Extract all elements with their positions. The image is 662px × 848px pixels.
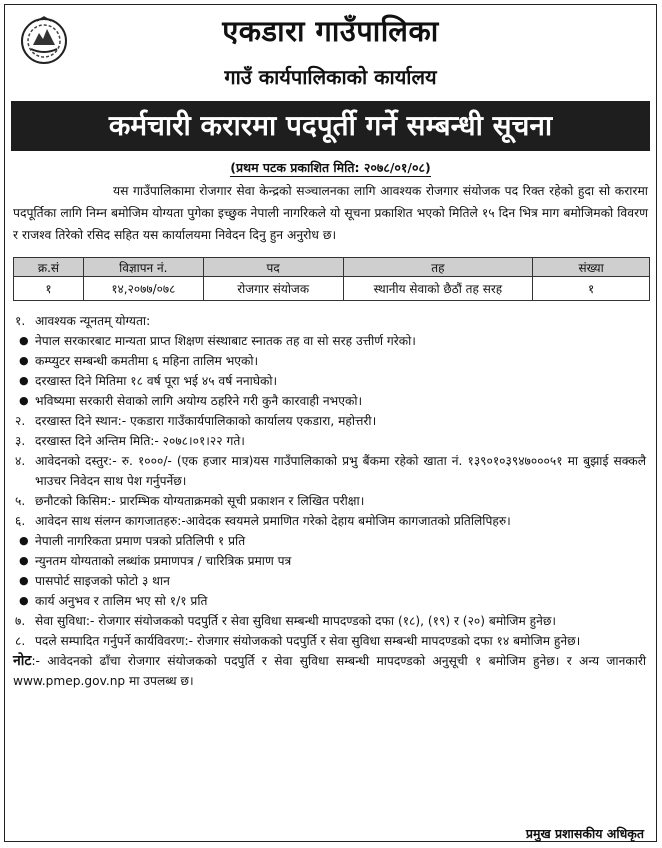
list-item: ६. आवेदन साथ संलग्न कागजातहरु:-आवेदक स्वयमले प्रमाणित गरेको देहाय बमोजिम कागजातको प्रतिलिपिहरु। <box>15 514 511 528</box>
list-item: ● नेपाल सरकारबाट मान्यता प्राप्त शिक्षण संस्थाबाट स्नातक तह वा सो सरह उत्तीर्ण गरेको। <box>13 331 646 351</box>
bullet-icon: ● <box>19 574 29 587</box>
list-item: ● कम्प्युटर सम्बन्धी कमतीमा ६ महिना तालिम भएको। <box>13 351 646 371</box>
list-item: ● न्युनतम योग्यताको लब्धांक प्रमाणपत्र / चारित्रिक प्रमाण पत्र <box>13 551 646 571</box>
col-header-ad-no: विज्ञापन नं. <box>83 258 203 277</box>
bullet-icon: ● <box>19 354 29 367</box>
cell-count: १ <box>533 277 650 301</box>
bullet-icon: ● <box>19 394 29 407</box>
intro-paragraph: यस गाउँपालिकामा रोजगार सेवा केन्द्रको सञ्चालनका लागि आवश्यक रोजगार संयोजक पद रिक्त रहेको हुदा सो करारमा पदपूर्तिका लागि निम्न बमोजिम योग्यता पुगेका इच्छुक नेपाली नागरिकले यो सूचना प्रकाशित भएको मितिले १५ दिन भित्र माग बमोजिमको विवरण र राजश्व तिरेको रसिद सहित यस कार्यालयमा निवेदन दिनु हुन अनुरोध छ। <box>13 184 648 242</box>
bullet-icon: ● <box>19 334 29 347</box>
notice-page <box>4 4 657 842</box>
bullet-icon: ● <box>19 594 29 607</box>
bullet-icon: ● <box>19 374 29 387</box>
cell-ad-no: १४,२०७७/०७८ <box>83 277 203 301</box>
vacancy-table <box>13 257 650 301</box>
signature-title: प्रमुख प्रशासकीय अधिकृत <box>525 826 644 841</box>
table-row <box>14 277 650 301</box>
list-item: ● भविष्यमा सरकारी सेवाको लागि अयोग्य ठहरिने गरी कुनै कारवाही नभएको। <box>13 391 646 411</box>
list-item: ४. आवेदनको दस्तुर:- रु. १०००/- (एक हजार मात्र)यस गाउँपालिकाको प्रभु बैंकमा रहेको खाता नं. १३९०१०३९४७०००५१ मा बुझाई सक्कलै भाउचर निवेदन साथ पेश गर्नुपर्नेछ। <box>15 454 646 488</box>
note-label: नोट <box>13 653 32 669</box>
list-item: ३. दरखास्त दिने अन्तिम मिति:- २०७८।०१।२२ गते। <box>15 434 245 448</box>
col-header-sn: क्र.सं <box>14 258 84 277</box>
table-header-row <box>14 258 650 277</box>
list-item: १. आवश्यक न्यूनतम् योग्यता: <box>15 314 151 328</box>
cell-level: स्थानीय सेवाको छैठौं तह सरह <box>343 277 533 301</box>
list-item: ५. छनौटको किसिम:- प्रारम्भिक योग्यताक्रमको सूची प्रकाशन र लिखित परीक्षा। <box>15 494 365 508</box>
bullet-icon: ● <box>19 534 29 547</box>
col-header-count: संख्या <box>533 258 650 277</box>
note-item: नोट:- आवेदनको ढाँचा रोजगार संयोजकको पदपुर्ति र सेवा सुविधा सम्बन्धी मापदण्डको अनुसूची १ बमोजिम हुनेछ। र अन्य जानकारी www.pmep.gov.np मा उपलब्ध छ। <box>13 653 646 688</box>
list-item: ● पासपोर्ट साइजको फोटो ३ थान <box>13 571 646 591</box>
col-header-post: पद <box>203 258 343 277</box>
office-name: एकडारा गाउँपालिका <box>222 14 439 48</box>
list-item: २. दरखास्त दिने स्थान:- एकडारा गाउँकार्यपालिकाको कार्यालय एकडारा, महोत्तरी। <box>15 414 377 428</box>
notice-title-banner: कर्मचारी करारमा पदपूर्ती गर्ने सम्बन्धी सूचना <box>11 101 650 151</box>
list-item: ८. पदले सम्पादित गर्नुपर्ने कार्यविवरण:- रोजगार संयोजकको पदपुर्ति र सेवा सुविधा सम्बन्धी मापदण्डको दफा १४ बमोजिम हुनेछ। <box>15 634 581 648</box>
list-item: ७. सेवा सुविधा:- रोजगार संयोजकको पदपुर्ति र सेवा सुविधा सम्बन्धी मापदण्डको दफा (१८), (१९) र (२०) बमोजिम हुनेछ। <box>15 614 557 628</box>
list-item: ● नेपाली नागरिकता प्रमाण पत्रको प्रतिलिपी १ प्रति <box>13 531 646 551</box>
col-header-level: तह <box>343 258 533 277</box>
bullet-icon: ● <box>19 554 29 567</box>
list-item: ● दरखास्त दिने मितिमा १८ वर्ष पूरा भई ४५ वर्ष ननाघेको। <box>13 371 646 391</box>
office-subtitle: गाउँ कार्यपालिकाको कार्यालय <box>224 65 437 89</box>
cell-sn: १ <box>14 277 84 301</box>
notice-items <box>13 311 646 691</box>
cell-post: रोजगार संयोजक <box>203 277 343 301</box>
list-item: ● कार्य अनुभव र तालिम भए सो १/१ प्रति <box>13 591 646 611</box>
publication-date: (प्रथम पटक प्रकाशित मिति: २०७८/०१/०८) <box>230 160 431 175</box>
